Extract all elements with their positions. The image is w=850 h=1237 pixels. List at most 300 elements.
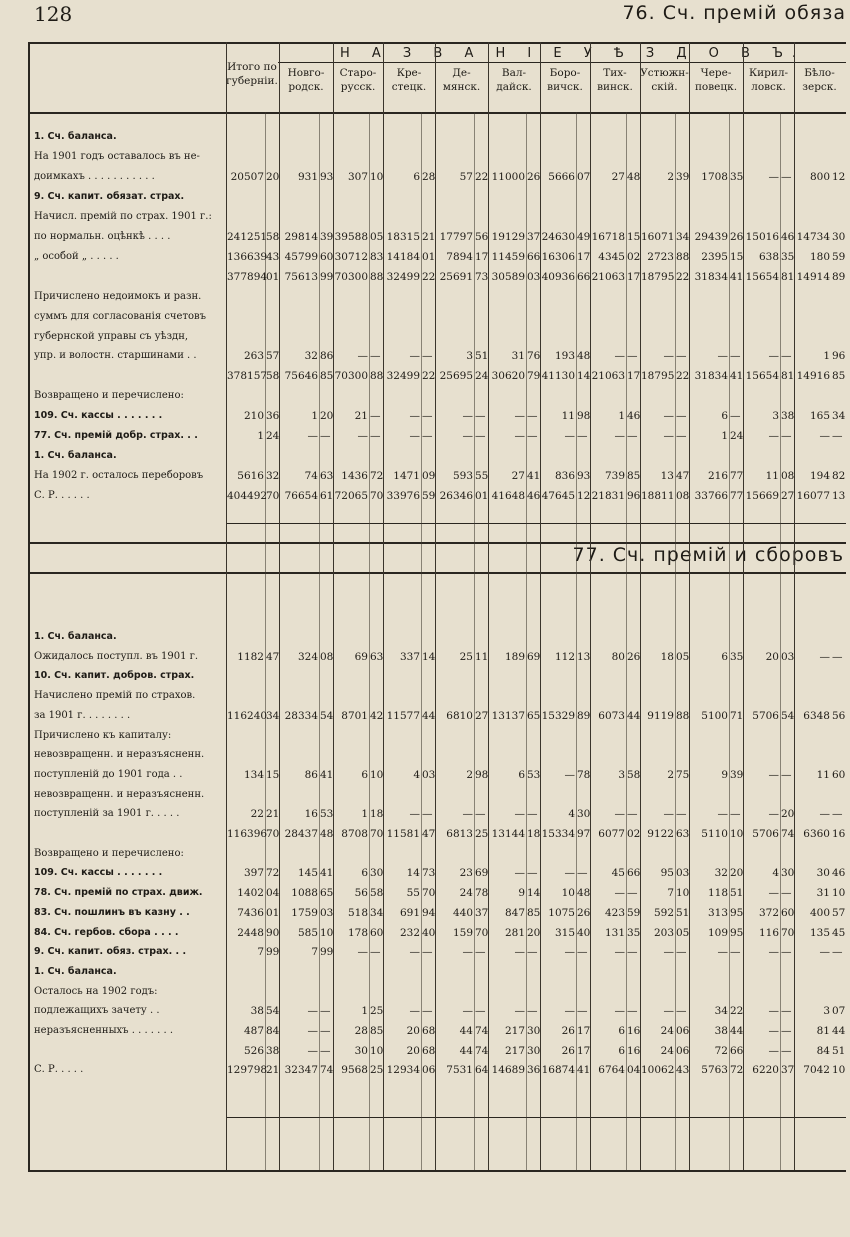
amount-kop: — — [832, 430, 843, 443]
amount-kop: 64 — [475, 1064, 489, 1077]
amount-rub: 21831 — [591, 490, 625, 503]
amount-kop: 18 — [370, 808, 384, 821]
amount-kop: 30 — [527, 1044, 541, 1057]
amount-rub: 7531 — [446, 1064, 473, 1077]
amount-rub: 21 — [354, 410, 368, 423]
amount-kop: 41 — [527, 470, 541, 483]
amount-rub: 7894 — [446, 250, 473, 263]
amount-kop: — — [422, 808, 433, 821]
amount-kop: 98 — [475, 768, 489, 781]
amount-rub: — — [564, 1005, 575, 1018]
col-head-line: дайск. — [496, 81, 532, 93]
table-76-title: 76. Сч. премій обяза — [622, 2, 846, 24]
amount-rub: 32347 — [284, 1064, 318, 1077]
amount-kop: 70 — [475, 926, 489, 939]
rule-vert — [488, 42, 489, 1170]
amount-kop: 22 — [475, 170, 489, 183]
col-head-line: мянск. — [442, 81, 481, 93]
amount-rub: 25691 — [439, 270, 473, 283]
amount-rub: — — [768, 808, 779, 821]
amount-kop: — — [676, 350, 687, 363]
col-head-line: Новго- — [287, 67, 325, 79]
amount-kop: 58 — [627, 768, 641, 781]
amount-kop: 48 — [577, 887, 591, 900]
amount-kop: 34 — [832, 410, 846, 423]
col-head-line: Кре- — [396, 67, 422, 79]
amount-kop: 45 — [832, 926, 846, 939]
amount-rub: — — [614, 946, 625, 959]
amount-kop: 16 — [627, 1025, 641, 1037]
amount-kop: — — [676, 430, 687, 443]
amount-rub: 4 — [772, 867, 779, 880]
amount-kop: 70 — [266, 490, 280, 503]
rule-line — [28, 42, 846, 44]
amount-kop: 77 — [730, 470, 744, 483]
amount-rub: 20 — [406, 1025, 420, 1037]
amount-kop: 66 — [527, 250, 541, 263]
col-head-line: родск. — [288, 81, 324, 93]
amount-rub: 18315 — [386, 230, 420, 243]
amount-kop: 34 — [370, 906, 384, 919]
amount-rub: 1 — [311, 410, 318, 423]
col-head-itogo-l2: губерніи. — [226, 75, 278, 87]
row-label: неразъясненныхъ . . . . . . . — [34, 1025, 174, 1036]
amount-rub: 440 — [452, 906, 473, 919]
amount-kop: 30 — [781, 867, 795, 880]
amount-kop: 48 — [577, 350, 591, 363]
amount-rub: — — [409, 946, 420, 959]
amount-kop: 34 — [266, 709, 280, 722]
amount-kop: 18 — [527, 828, 541, 840]
amount-rub: 21063 — [591, 370, 625, 383]
amount-rub: 16071 — [641, 230, 675, 243]
amount-rub: 263 — [243, 350, 264, 363]
amount-kop: — — [527, 430, 538, 443]
amount-rub: — — [514, 430, 525, 443]
amount-rub: 14689 — [491, 1064, 525, 1077]
amount-kop: 46 — [627, 410, 641, 423]
amount-kop: 78 — [577, 768, 591, 781]
amount-kop: 06 — [422, 1064, 436, 1077]
amount-kop: 44 — [730, 1025, 744, 1037]
amount-rub: 116240 — [227, 709, 268, 722]
amount-kop: 37 — [781, 1064, 795, 1077]
amount-rub: — — [357, 946, 368, 959]
amount-kop: — — [781, 430, 792, 443]
amount-rub: — — [409, 1005, 420, 1018]
amount-kop: 24 — [266, 430, 280, 443]
amount-rub: 32 — [714, 867, 728, 880]
amount-rub: 1182 — [237, 650, 264, 663]
amount-kop: 41 — [577, 1064, 591, 1077]
amount-kop: 22 — [676, 370, 690, 383]
row-label: Причислено къ капиталу: — [34, 729, 172, 741]
amount-kop: 12 — [832, 170, 846, 183]
page-number: 128 — [34, 2, 73, 26]
amount-rub: — — [819, 650, 830, 663]
col-head-itogo — [226, 60, 278, 88]
amount-kop: 21 — [266, 808, 280, 821]
row-label: невозвращенн. и неразъясненн. — [34, 749, 205, 761]
amount-rub: 24630 — [541, 230, 575, 243]
amount-rub: 232 — [399, 926, 420, 939]
amount-rub: 6810 — [446, 709, 473, 722]
amount-kop: 27 — [781, 490, 795, 503]
amount-rub: 8701 — [341, 709, 368, 722]
amount-kop: 22 — [676, 270, 690, 283]
amount-rub: 131 — [604, 926, 625, 939]
amount-kop: 38 — [781, 410, 795, 423]
amount-rub: — — [663, 410, 674, 423]
amount-rub: — — [307, 1044, 318, 1057]
amount-rub: 57 — [459, 170, 473, 183]
amount-rub: 11 — [561, 410, 575, 423]
amount-kop: 22 — [422, 370, 436, 383]
amount-kop: 10 — [320, 926, 334, 939]
amount-rub: 6 — [361, 768, 368, 781]
amount-kop: 47 — [676, 470, 690, 483]
amount-kop: — — [781, 1025, 792, 1037]
amount-kop: 14 — [422, 650, 436, 663]
amount-kop: 48 — [320, 828, 334, 840]
amount-rub: 9122 — [647, 828, 674, 840]
amount-kop: 46 — [781, 230, 795, 243]
amount-kop: 46 — [832, 867, 846, 880]
amount-rub: 487 — [243, 1025, 264, 1037]
amount-kop: 76 — [527, 350, 541, 363]
amount-rub: 55 — [406, 887, 420, 900]
amount-rub: 9 — [721, 768, 728, 781]
amount-kop: 95 — [730, 906, 744, 919]
amount-rub: 18811 — [641, 490, 675, 503]
amount-rub: — — [717, 946, 728, 959]
amount-kop: 10 — [370, 170, 384, 183]
amount-kop: — — [527, 946, 538, 959]
amount-kop: 51 — [475, 350, 489, 363]
amount-rub: 836 — [554, 470, 575, 483]
amount-kop: 88 — [676, 709, 690, 722]
amount-kop: — — [320, 430, 331, 443]
amount-kop: 09 — [422, 470, 436, 483]
amount-kop: 26 — [577, 906, 591, 919]
amount-kop: 93 — [577, 470, 591, 483]
amount-rub: 313 — [707, 906, 728, 919]
amount-kop: 83 — [370, 250, 384, 263]
amount-rub: 585 — [297, 926, 318, 939]
amount-kop: — — [730, 808, 741, 821]
amount-rub: 28334 — [284, 709, 318, 722]
amount-kop: 53 — [527, 768, 541, 781]
amount-kop: 84 — [266, 1025, 280, 1037]
amount-kop: 81 — [781, 370, 795, 383]
amount-kop: — — [627, 430, 638, 443]
amount-rub: 6 — [618, 1025, 625, 1037]
amount-kop: 70 — [370, 828, 384, 840]
amount-kop: 21 — [266, 1064, 280, 1077]
amount-kop: — — [781, 768, 792, 781]
amount-kop: 88 — [676, 250, 690, 263]
amount-rub: — — [514, 867, 525, 880]
amount-kop: 51 — [676, 906, 690, 919]
amount-kop: 27 — [475, 709, 489, 722]
rule-vert — [743, 42, 744, 1170]
amount-rub: 14184 — [386, 250, 420, 263]
amount-kop: 17 — [577, 250, 591, 263]
amount-rub: 28 — [354, 1025, 368, 1037]
amount-rub: 145 — [297, 867, 318, 880]
amount-rub: 129798 — [227, 1064, 268, 1077]
amount-rub: — — [409, 808, 420, 821]
amount-rub: — — [768, 170, 779, 183]
amount-rub: 30 — [816, 867, 830, 880]
amount-rub: 5616 — [237, 470, 264, 483]
rule-vert — [689, 42, 690, 1170]
amount-rub: 2723 — [647, 250, 674, 263]
amount-rub: 31834 — [694, 270, 728, 283]
amount-rub: 6 — [361, 867, 368, 880]
amount-rub: 1436 — [341, 470, 368, 483]
amount-rub: — — [819, 430, 830, 443]
row-label: Ожидалось поступл. въ 1901 г. — [34, 650, 199, 662]
amount-kop: 24 — [730, 430, 744, 443]
amount-rub: 136639 — [227, 250, 268, 263]
amount-rub: 739 — [604, 470, 625, 483]
amount-kop: 26 — [730, 230, 744, 243]
amount-rub: 638 — [758, 250, 779, 263]
amount-kop: 15 — [266, 768, 280, 781]
districts-band-heading: Н А З В А Н І Е У Ѣ З Д О В Ъ. — [340, 46, 806, 61]
amount-kop: — — [730, 410, 741, 423]
amount-kop: 96 — [627, 490, 641, 503]
col-head-district — [590, 66, 640, 94]
amount-rub: 307 — [347, 170, 368, 183]
amount-rub: 241251 — [227, 230, 268, 243]
amount-rub: 15654 — [745, 370, 779, 383]
amount-rub: 4345 — [598, 250, 625, 263]
row-label: 9. Сч. капит. обяз. страх. . . — [34, 946, 187, 958]
rule-line — [28, 1170, 846, 1172]
amount-rub: — — [768, 1005, 779, 1018]
amount-rub: 28437 — [284, 828, 318, 840]
amount-rub: 7 — [667, 887, 674, 900]
amount-kop: — — [422, 946, 433, 959]
amount-kop: 10 — [370, 768, 384, 781]
amount-kop: 57 — [832, 906, 846, 919]
amount-rub: 21063 — [591, 270, 625, 283]
amount-kop: 98 — [577, 410, 591, 423]
amount-rub: 112 — [554, 650, 575, 663]
amount-kop: 74 — [475, 1044, 489, 1057]
amount-kop: 05 — [370, 230, 384, 243]
amount-kop: 99 — [266, 946, 280, 959]
amount-kop: — — [577, 946, 588, 959]
amount-kop: 40 — [422, 926, 436, 939]
amount-rub: 1471 — [393, 470, 420, 483]
amount-rub: 15329 — [541, 709, 575, 722]
amount-rub: — — [768, 1044, 779, 1057]
amount-kop: — — [577, 430, 588, 443]
amount-kop: 14 — [577, 370, 591, 383]
rule-vert — [435, 42, 436, 1170]
amount-kop: 17 — [627, 270, 641, 283]
amount-kop: 59 — [832, 250, 846, 263]
amount-rub: 11000 — [491, 170, 525, 183]
amount-kop: 39 — [676, 170, 690, 183]
row-label: 1. Сч. баланса. — [34, 631, 117, 642]
amount-rub: 7436 — [237, 906, 264, 919]
amount-kop: — — [527, 410, 538, 423]
amount-rub: 44 — [459, 1044, 473, 1057]
amount-rub: 31 — [511, 350, 525, 363]
row-label: Осталось на 1902 годъ: — [34, 985, 158, 997]
amount-kop: 15 — [627, 230, 641, 243]
amount-kop: 54 — [320, 709, 334, 722]
rule-vert — [590, 42, 591, 1170]
row-label: по нормальн. оцѣнкѣ . . . . — [34, 230, 171, 242]
amount-rub: 39588 — [334, 230, 368, 243]
amount-rub: 11 — [816, 768, 830, 781]
amount-kop: 99 — [320, 946, 334, 959]
amount-kop: — — [676, 946, 687, 959]
amount-rub: 1402 — [237, 887, 264, 900]
amount-rub: 76654 — [284, 490, 318, 503]
rule-vert — [794, 42, 795, 1170]
amount-rub: — — [462, 946, 473, 959]
amount-kop: 08 — [320, 650, 334, 663]
row-label: губернской управы съ уѣздн, — [34, 330, 189, 342]
amount-rub: 2 — [466, 768, 473, 781]
amount-rub: 72065 — [334, 490, 368, 503]
amount-rub: 10 — [561, 887, 575, 900]
amount-rub: 1 — [257, 430, 264, 443]
row-label: 1. Сч. баланса. — [34, 965, 117, 977]
amount-kop: 73 — [422, 867, 436, 880]
col-head-line: русск. — [340, 81, 376, 93]
amount-kop: — — [475, 1005, 486, 1018]
amount-kop: 32 — [266, 470, 280, 483]
amount-rub: 178 — [347, 926, 368, 939]
amount-rub: 15669 — [745, 490, 779, 503]
amount-kop: 54 — [266, 1005, 280, 1018]
amount-rub: — — [514, 410, 525, 423]
amount-rub: 9119 — [647, 709, 674, 722]
amount-rub: 40936 — [541, 270, 575, 283]
amount-rub: 10062 — [641, 1064, 675, 1077]
amount-kop: 21 — [422, 230, 436, 243]
amount-rub: 7 — [311, 946, 318, 959]
amount-kop: 58 — [266, 230, 280, 243]
amount-kop: 66 — [627, 867, 641, 880]
amount-kop: 39 — [320, 230, 334, 243]
amount-kop: — — [527, 808, 538, 821]
amount-kop: 74 — [475, 1025, 489, 1037]
amount-kop: 53 — [320, 808, 334, 821]
amount-rub: 6 — [413, 170, 420, 183]
amount-kop: 25 — [370, 1005, 384, 1018]
amount-rub: 27 — [611, 170, 625, 183]
amount-kop: 44 — [422, 709, 436, 722]
amount-rub: 15334 — [541, 828, 575, 840]
amount-rub: 1075 — [548, 906, 575, 919]
amount-rub: 14914 — [796, 270, 830, 283]
amount-kop: 85 — [527, 906, 541, 919]
amount-kop: 01 — [422, 250, 436, 263]
amount-rub: 70300 — [334, 270, 368, 283]
amount-rub: 1088 — [291, 887, 318, 900]
col-head-itogo-l1: Итого по — [227, 61, 277, 73]
amount-kop: 47 — [266, 650, 280, 663]
amount-kop: — — [422, 350, 433, 363]
amount-kop: 20 — [730, 867, 744, 880]
amount-kop: 49 — [577, 230, 591, 243]
amount-rub: 18795 — [641, 370, 675, 383]
amount-rub: 116 — [758, 926, 779, 939]
amount-rub: 44 — [459, 1025, 473, 1037]
amount-rub: 13137 — [491, 709, 525, 722]
amount-rub: 1 — [361, 1005, 368, 1018]
amount-rub: 315 — [554, 926, 575, 939]
amount-kop: 16 — [832, 828, 846, 840]
amount-rub: 7 — [257, 946, 264, 959]
amount-kop: 39 — [730, 768, 744, 781]
amount-kop: 43 — [676, 1064, 690, 1077]
col-head-district — [383, 66, 435, 94]
amount-rub: — — [614, 430, 625, 443]
amount-kop: 10 — [832, 1064, 846, 1077]
amount-rub: 75646 — [284, 370, 318, 383]
amount-rub: 45 — [611, 867, 625, 880]
amount-kop: 51 — [730, 887, 744, 900]
amount-rub: — — [614, 887, 625, 900]
amount-kop: 17 — [577, 1025, 591, 1037]
amount-kop: 10 — [676, 887, 690, 900]
row-label: 77. Сч. премій добр. страх. . . — [34, 430, 198, 442]
amount-kop: 70 — [422, 887, 436, 900]
amount-rub: — — [514, 808, 525, 821]
amount-kop: 03 — [320, 906, 334, 919]
col-head-line: Бѣло- — [804, 67, 835, 79]
amount-kop: 04 — [627, 1064, 641, 1077]
row-label: С. Р. . . . . — [34, 1064, 84, 1076]
amount-kop: 22 — [422, 270, 436, 283]
amount-kop: 59 — [422, 490, 436, 503]
amount-kop: 41 — [730, 370, 744, 383]
amount-rub: 404492 — [227, 490, 268, 503]
amount-rub: 9568 — [341, 1064, 368, 1077]
amount-kop: 60 — [832, 768, 846, 781]
amount-kop: 17 — [577, 1044, 591, 1057]
amount-rub: 5666 — [548, 170, 575, 183]
amount-rub: — — [768, 946, 779, 959]
amount-rub: 16077 — [796, 490, 830, 503]
amount-kop: 25 — [475, 828, 489, 840]
amount-kop: 73 — [475, 270, 489, 283]
amount-rub: 691 — [399, 906, 420, 919]
amount-kop: — — [627, 887, 638, 900]
amount-kop: 74 — [320, 1064, 334, 1077]
amount-rub: 13 — [660, 470, 674, 483]
amount-kop: 81 — [781, 270, 795, 283]
amount-rub: — — [357, 430, 368, 443]
amount-kop: 60 — [320, 250, 334, 263]
row-label: 109. Сч. кассы . . . . . . . — [34, 410, 163, 422]
row-label: 1. Сч. баланса. — [34, 131, 117, 142]
amount-kop: 75 — [676, 768, 690, 781]
amount-rub: 24 — [660, 1025, 674, 1037]
col-head-line: винск. — [597, 81, 633, 93]
amount-rub: 74 — [304, 470, 318, 483]
amount-rub: — — [357, 350, 368, 363]
